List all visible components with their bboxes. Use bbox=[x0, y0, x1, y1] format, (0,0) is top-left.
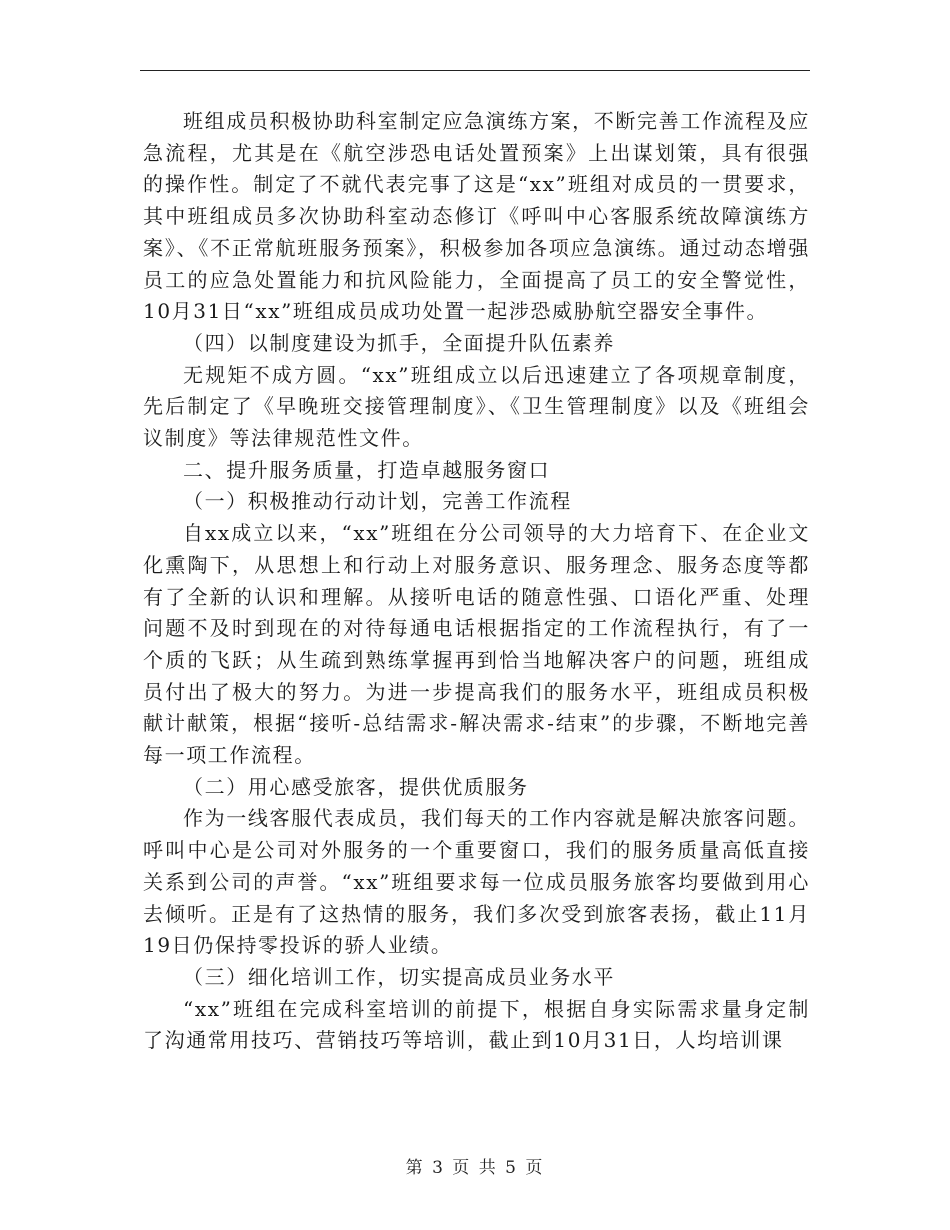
paragraph-workflow: 自xx成立以来，“xx”班组在分公司领导的大力培育下、在企业文化熏陶下，从思想上和行动上对服务意识、服务理念、服务态度等都有了全新的认识和理解。从接听电话的随意性强、口语化严重、处理问题不及时到现在的对待每通电话根据指定的工作流程执行，有了一个质的飞跃；从生疏到熟练掌握再到恰当地解决客户的问题，班组成员付出了极大的努力。为进一步提高我们的服务水平，班组成员积极献计献策，根据“接听-总结需求-解决需求-结束”的步骤，不断地完善每一项工作流程。 bbox=[143, 521, 810, 768]
paragraph-emergency-drills: 班组成员积极协助科室制定应急演练方案，不断完善工作流程及应急流程，尤其是在《航空涉恐电话处置预案》上出谋划策，具有很强的操作性。制定了不就代表完事了这是“xx”班组对成员的一贯要求，其中班组成员多次协助科室动态修订《呼叫中心客服系统故障演练方案》、《不正常航班服务预案》，积极参加各项应急演练。通过动态增强员工的应急处置能力和抗风险能力，全面提高了员工的安全警觉性，10月31日“xx”班组成员成功处置一起涉恐威胁航空器安全事件。 bbox=[143, 109, 810, 324]
document-body bbox=[143, 106, 810, 1057]
section-heading-two: 二、提升服务质量，打造卓越服务窗口 bbox=[183, 457, 551, 482]
subsection-heading-two: （二）用心感受旅客，提供优质服务 bbox=[183, 774, 529, 799]
section-heading-four: （四）以制度建设为抓手，全面提升队伍素养 bbox=[183, 330, 615, 355]
header-rule bbox=[140, 70, 810, 71]
subsection-heading-three: （三）细化培训工作，切实提高成员业务水平 bbox=[183, 964, 615, 989]
paragraph-training: “xx”班组在完成科室培训的前提下，根据自身实际需求量身定制了沟通常用技巧、营销技巧等培训，截止到10月31日，人均培训课 bbox=[143, 996, 810, 1053]
paragraph-service: 作为一线客服代表成员，我们每天的工作内容就是解决旅客问题。呼叫中心是公司对外服务的一个重要窗口，我们的服务质量高低直接关系到公司的声誉。“xx”班组要求每一位成员服务旅客均要做到用心去倾听。正是有了这热情的服务，我们多次受到旅客表扬，截止11月19日仍保持零投诉的骄人业绩。 bbox=[143, 806, 810, 958]
subsection-heading-one: （一）积极推动行动计划，完善工作流程 bbox=[183, 489, 572, 514]
page-number: 第 3 页 共 5 页 bbox=[405, 1158, 545, 1178]
paragraph-rules: 无规矩不成方圆。“xx”班组成立以后迅速建立了各项规章制度，先后制定了《早晚班交接管理制度》、《卫生管理制度》以及《班组会议制度》等法律规范性文件。 bbox=[143, 362, 810, 451]
